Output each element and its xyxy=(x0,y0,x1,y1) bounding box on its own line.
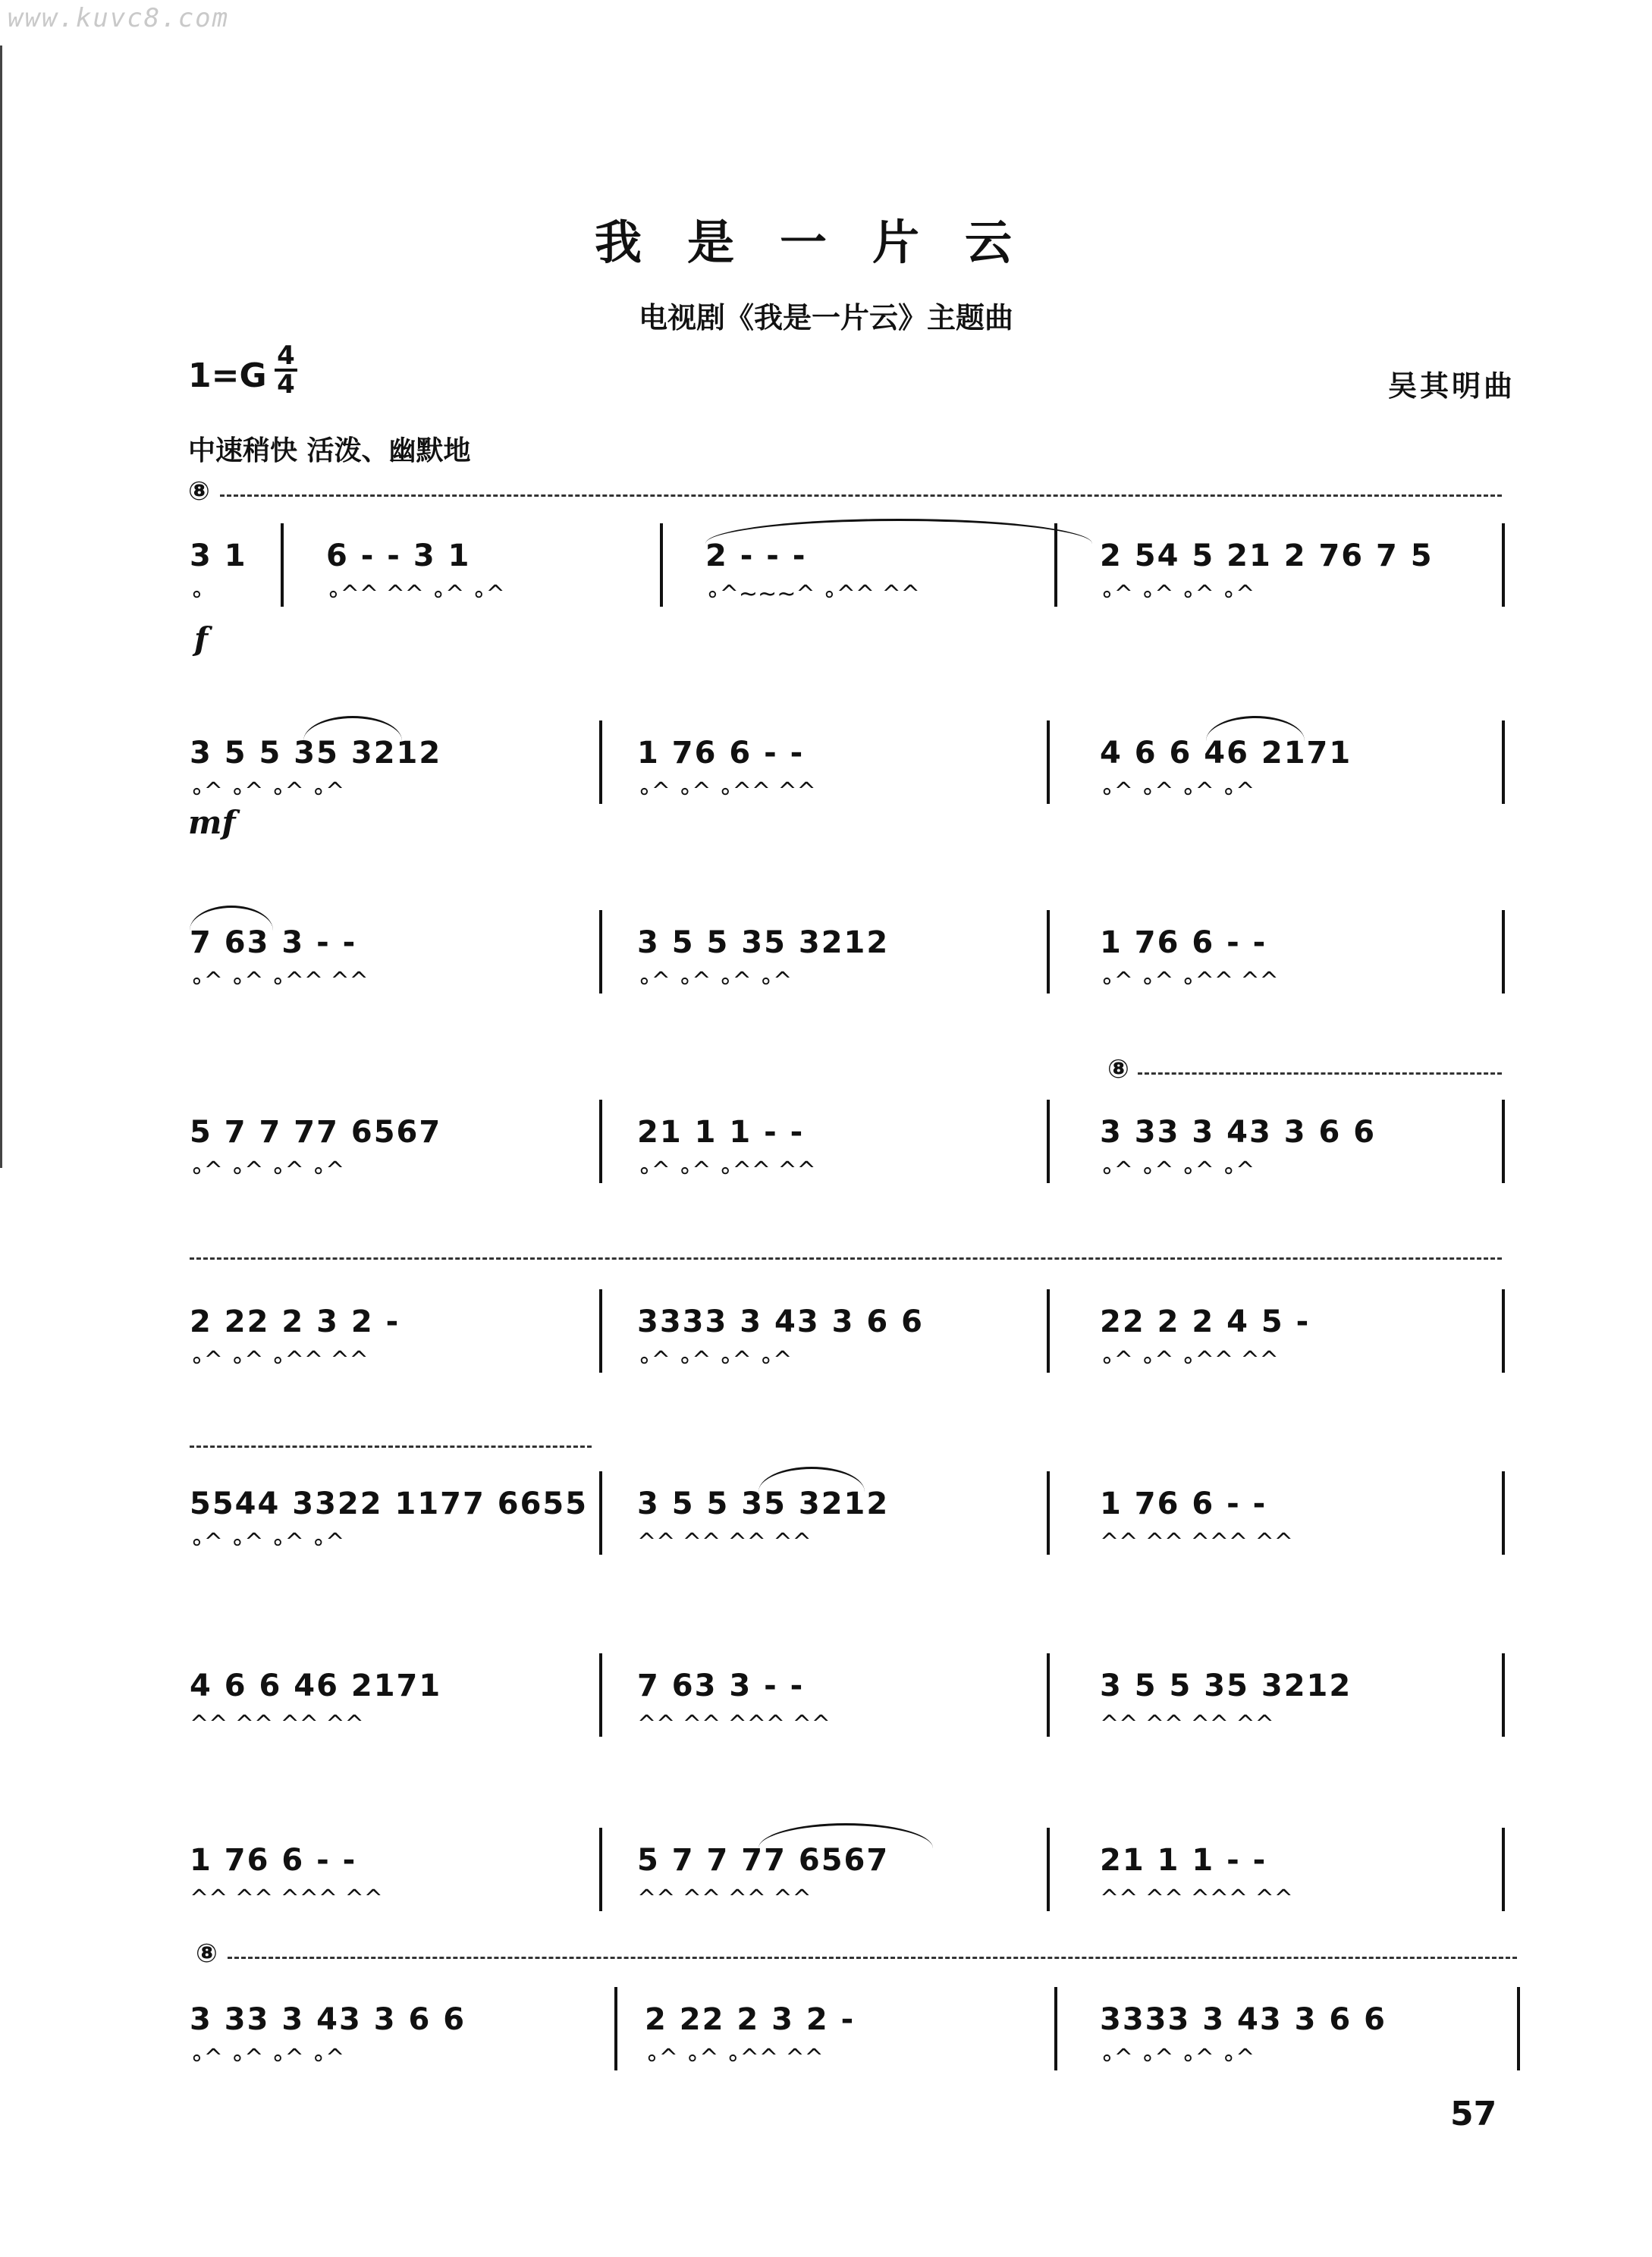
barline xyxy=(1502,1289,1505,1373)
measure-marks: ∘^ ∘^ ∘^ ∘^ xyxy=(1100,2045,1255,2071)
measure-marks: ^^ ^^ ^^^ ^^ xyxy=(1100,1885,1293,1912)
measure-notes: 1 76 6 - - xyxy=(637,736,805,771)
measure-notes: 4 6 6 46 2171 xyxy=(1100,736,1352,771)
measure-marks: ∘^ ∘^ ∘^^ ^^ xyxy=(1100,1347,1279,1373)
measure-notes: 1 76 6 - - xyxy=(1100,925,1267,960)
octave-mark: ⑧ xyxy=(1107,1054,1129,1085)
barline xyxy=(1502,1100,1505,1183)
barline xyxy=(1054,523,1057,607)
measure-marks: ∘^ ∘^ ∘^ ∘^ xyxy=(190,2045,345,2071)
measure-notes: 3 33 3 43 3 6 6 xyxy=(1100,1115,1377,1150)
octave-dashline xyxy=(1138,1072,1502,1075)
measure-marks: ∘^^ ^^ ∘^ ∘^ xyxy=(326,581,505,607)
measure-marks: ∘^ ∘^ ∘^ ∘^ xyxy=(190,1157,345,1184)
measure-marks: ∘ xyxy=(190,581,204,607)
barline xyxy=(599,720,602,804)
tempo-marking: 中速稍快 活泼、幽默地 xyxy=(188,435,471,466)
barline xyxy=(1517,1987,1520,2070)
measure-marks: ∘^ ∘^ ∘^ ∘^ xyxy=(637,968,793,994)
barline xyxy=(660,523,663,607)
score-row xyxy=(190,1828,1509,1926)
measure-notes: 3333 3 43 3 6 6 xyxy=(637,1304,924,1339)
octave-dashline xyxy=(190,1446,592,1448)
measure-marks: ∘^ ∘^ ∘^^ ^^ xyxy=(190,1347,369,1373)
barline xyxy=(1047,1100,1050,1183)
page-number: 57 xyxy=(1450,2095,1497,2133)
dynamic-mezzo-forte: mf xyxy=(188,804,236,841)
barline xyxy=(614,1987,617,2070)
measure-notes: 3 5 5 35 3212 xyxy=(637,925,890,960)
key-signature: 1=G xyxy=(188,356,267,395)
measure-marks: ∘^ ∘^ ∘^ ∘^ xyxy=(1100,778,1255,805)
measure-notes: 3 5 5 35 3212 xyxy=(637,1486,890,1521)
barline xyxy=(1047,720,1050,804)
measure-notes: 3 33 3 43 3 6 6 xyxy=(190,2002,466,2037)
barline xyxy=(1054,1987,1057,2070)
song-subtitle: 电视剧《我是一片云》主题曲 xyxy=(638,301,1013,334)
measure-marks: ∘^ ∘^ ∘^ ∘^ xyxy=(190,1529,345,1555)
measure-notes: 21 1 1 - - xyxy=(1100,1843,1267,1878)
time-signature xyxy=(275,341,297,400)
measure-marks: ∘^ ∘^ ∘^ ∘^ xyxy=(1100,1157,1255,1184)
measure-notes: 7 63 3 - - xyxy=(637,1668,805,1703)
measure-notes: 2 - - - xyxy=(705,538,807,573)
measure-notes: 3 5 5 35 3212 xyxy=(1100,1668,1352,1703)
score-row xyxy=(190,1100,1509,1198)
barline xyxy=(1047,1828,1050,1911)
measure-marks: ∘^ ∘^ ∘^^ ^^ xyxy=(190,968,369,994)
measure-marks: ^^ ^^ ^^^ ^^ xyxy=(637,1711,831,1737)
measure-notes: 5544 3322 1177 6655 xyxy=(190,1486,589,1521)
measure-notes: 3 1 xyxy=(190,538,247,573)
score-row xyxy=(190,1289,1509,1388)
composer: 吴其明曲 xyxy=(1387,369,1515,403)
score-row xyxy=(190,523,1509,622)
measure-notes: 2 22 2 3 2 - xyxy=(190,1304,400,1339)
measure-notes: 21 1 1 - - xyxy=(637,1115,805,1150)
barline xyxy=(1047,1471,1050,1555)
barline xyxy=(1502,523,1505,607)
measure-marks: ^^ ^^ ^^^ ^^ xyxy=(1100,1529,1293,1555)
measure-marks: ^^ ^^ ^^ ^^ xyxy=(637,1529,812,1555)
barline xyxy=(599,910,602,994)
score-row xyxy=(190,1987,1509,2086)
barline xyxy=(599,1471,602,1555)
measure-notes: 1 76 6 - - xyxy=(190,1843,357,1878)
measure-marks: ∘^ ∘^ ∘^ ∘^ xyxy=(190,778,345,805)
measure-notes: 5 7 7 77 6567 xyxy=(190,1115,442,1150)
measure-notes: 1 76 6 - - xyxy=(1100,1486,1267,1521)
measure-marks: ∘^~~~^ ∘^^ ^^ xyxy=(705,581,920,607)
dynamic-forte: f xyxy=(194,620,209,658)
song-title: 我是一片云 xyxy=(594,215,1057,270)
barline xyxy=(1502,1471,1505,1555)
measure-marks: ^^ ^^ ^^ ^^ xyxy=(637,1885,812,1912)
measure-notes: 2 22 2 3 2 - xyxy=(645,2002,856,2037)
score-row xyxy=(190,720,1509,819)
score-row xyxy=(190,1471,1509,1570)
octave-mark: ⑧ xyxy=(196,1938,218,1969)
measure-marks: ∘^ ∘^ ∘^^ ^^ xyxy=(637,1157,816,1184)
barline xyxy=(599,1100,602,1183)
measure-notes: 3 5 5 35 3212 xyxy=(190,736,442,771)
score-row xyxy=(190,1653,1509,1752)
measure-marks: ^^ ^^ ^^ ^^ xyxy=(1100,1711,1274,1737)
octave-dashline xyxy=(220,494,1502,497)
octave-dashline xyxy=(228,1957,1517,1959)
measure-notes: 7 63 3 - - xyxy=(190,925,357,960)
watermark: www.kuvc8.com xyxy=(8,3,230,33)
measure-marks: ∘^ ∘^ ∘^^ ^^ xyxy=(645,2045,824,2071)
barline xyxy=(599,1828,602,1911)
measure-notes: 4 6 6 46 2171 xyxy=(190,1668,442,1703)
barline xyxy=(1047,910,1050,994)
barline xyxy=(1502,1653,1505,1737)
measure-notes: 2 54 5 21 2 76 7 5 xyxy=(1100,538,1434,573)
measure-notes: 5 7 7 77 6567 xyxy=(637,1843,890,1878)
barline xyxy=(281,523,284,607)
barline xyxy=(1502,1828,1505,1911)
barline xyxy=(1502,910,1505,994)
barline xyxy=(599,1653,602,1737)
time-signature-bottom: 4 xyxy=(277,369,295,400)
score-row xyxy=(190,910,1509,1009)
measure-marks: ∘^ ∘^ ∘^ ∘^ xyxy=(637,1347,793,1373)
barline xyxy=(1047,1653,1050,1737)
measure-notes: 6 - - 3 1 xyxy=(326,538,471,573)
measure-marks: ∘^ ∘^ ∘^^ ^^ xyxy=(1100,968,1279,994)
measure-notes: 3333 3 43 3 6 6 xyxy=(1100,2002,1387,2037)
barline xyxy=(599,1289,602,1373)
time-signature-top: 4 xyxy=(275,343,297,372)
measure-marks: ^^ ^^ ^^^ ^^ xyxy=(190,1885,383,1912)
measure-marks: ∘^ ∘^ ∘^ ∘^ xyxy=(1100,581,1255,607)
measure-marks: ∘^ ∘^ ∘^^ ^^ xyxy=(637,778,816,805)
measure-notes: 22 2 2 4 5 - xyxy=(1100,1304,1311,1339)
measure-marks: ^^ ^^ ^^ ^^ xyxy=(190,1711,364,1737)
octave-mark: ⑧ xyxy=(188,476,210,507)
barline xyxy=(1047,1289,1050,1373)
octave-dashline xyxy=(190,1257,1502,1260)
barline xyxy=(1502,720,1505,804)
